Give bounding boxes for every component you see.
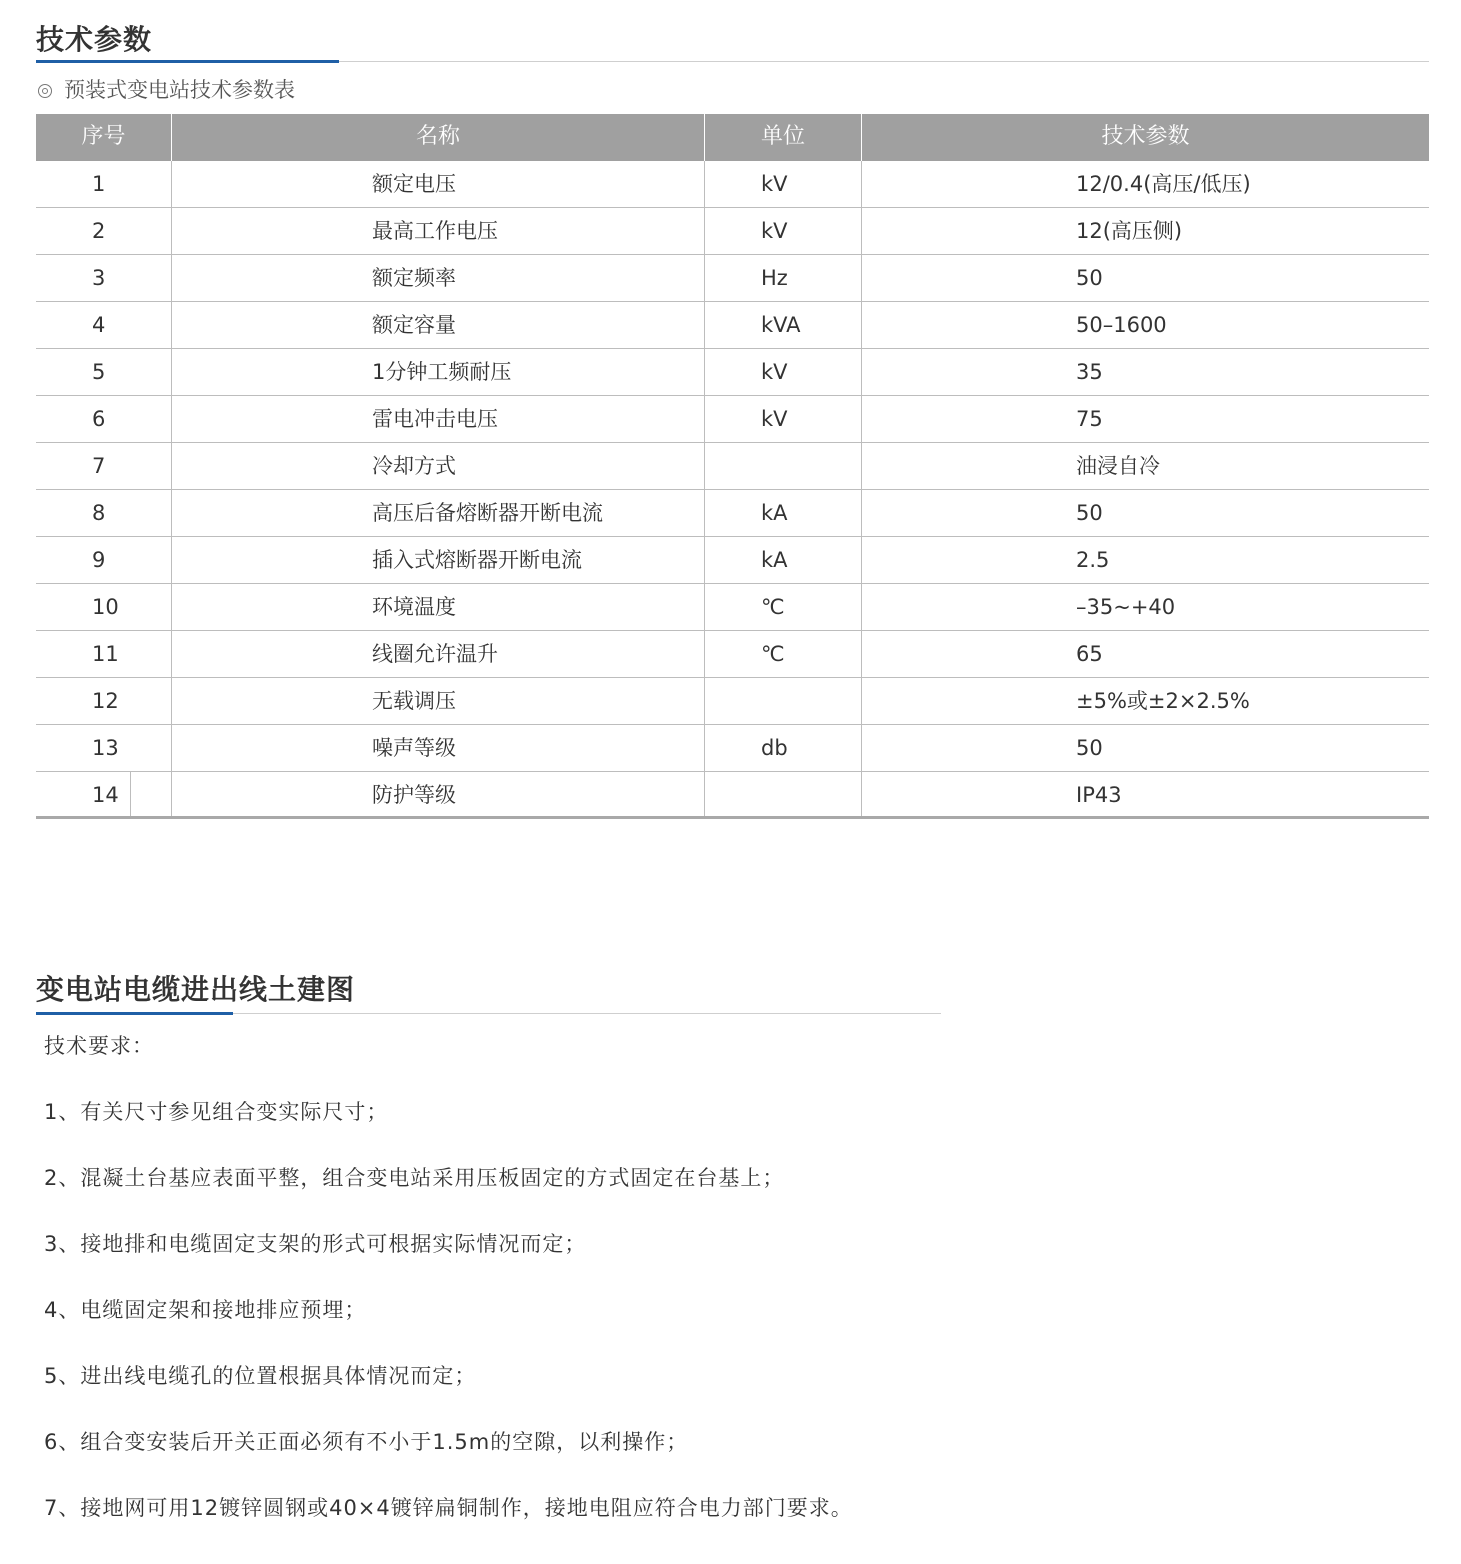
requirement-item: 3、接地排和电缆固定支架的形式可根据实际情况而定；	[44, 1232, 587, 1256]
requirement-item: 6、组合变安装后开关正面必须有不小于1.5m的空隙，以利操作；	[44, 1430, 689, 1454]
table-caption-text: 预装式变电站技术参数表	[64, 78, 295, 102]
cell-unit: kV	[704, 161, 861, 207]
cell-value: IP43	[861, 772, 1429, 816]
cell-no: 1	[92, 172, 106, 196]
cell-unit: ℃	[704, 584, 861, 630]
cell-unit: kV	[704, 349, 861, 395]
cell-unit	[704, 678, 861, 724]
requirement-item: 1、有关尺寸参见组合变实际尺寸；	[44, 1100, 389, 1124]
section-accent-bar	[36, 1012, 233, 1015]
section-title: 技术参数	[36, 23, 153, 56]
cell-unit	[704, 772, 861, 816]
cell-value: 2.5	[861, 537, 1429, 583]
table-row	[36, 443, 1429, 490]
requirement-item: 5、进出线电缆孔的位置根据具体情况而定；	[44, 1364, 477, 1388]
cell-no: 2	[92, 219, 106, 243]
cell-unit: db	[704, 725, 861, 771]
header-unit: 单位	[704, 114, 861, 161]
requirement-item: 2、混凝土台基应表面平整，组合变电站采用压板固定的方式固定在台基上；	[44, 1166, 785, 1190]
cell-unit: kA	[704, 537, 861, 583]
cell-no: 6	[92, 407, 106, 431]
header-value: 技术参数	[861, 114, 1429, 161]
table-row	[36, 678, 1429, 725]
cell-no: 11	[92, 642, 119, 666]
cell-no: 10	[92, 595, 119, 619]
cell-value: 50	[861, 490, 1429, 536]
cell-value: 油浸自冷	[861, 443, 1429, 489]
cell-value: 65	[861, 631, 1429, 677]
table-row	[36, 725, 1429, 772]
cell-name: 雷电冲击电压	[171, 396, 704, 442]
cell-unit: kVA	[704, 302, 861, 348]
tech-params-table	[36, 114, 1429, 819]
cell-no: 14	[92, 783, 119, 807]
cell-value: ±5%或±2×2.5%	[861, 678, 1429, 724]
cell-no: 7	[92, 454, 106, 478]
cell-no: 3	[92, 266, 106, 290]
cell-no: 4	[92, 313, 106, 337]
cell-no: 8	[92, 501, 106, 525]
table-row	[36, 772, 1429, 819]
cell-name: 噪声等级	[171, 725, 704, 771]
cell-name: 高压后备熔断器开断电流	[171, 490, 704, 536]
cell-value: 35	[861, 349, 1429, 395]
cell-name: 额定容量	[171, 302, 704, 348]
cell-no: 12	[92, 689, 119, 713]
cell-unit	[704, 443, 861, 489]
cell-name: 插入式熔断器开断电流	[171, 537, 704, 583]
cell-value: 50–1600	[861, 302, 1429, 348]
cell-name: 冷却方式	[171, 443, 704, 489]
cell-name: 1分钟工频耐压	[171, 349, 704, 395]
cell-name: 无载调压	[171, 678, 704, 724]
cell-unit: Hz	[704, 255, 861, 301]
requirements-label: 技术要求：	[44, 1034, 154, 1058]
table-row	[36, 161, 1429, 208]
table-row	[36, 255, 1429, 302]
table-caption	[38, 74, 295, 106]
cell-no: 9	[92, 548, 106, 572]
section-header-tech-params	[36, 20, 1429, 62]
table-row	[36, 208, 1429, 255]
table-row	[36, 584, 1429, 631]
table-row	[36, 302, 1429, 349]
table-row	[36, 537, 1429, 584]
cell-value: 50	[861, 725, 1429, 771]
table-body	[36, 161, 1429, 819]
double-circle-icon	[38, 84, 52, 98]
cell-unit: kV	[704, 208, 861, 254]
requirement-item: 4、电缆固定架和接地排应预埋；	[44, 1298, 367, 1322]
cell-value: 12(高压侧)	[861, 208, 1429, 254]
cell-name: 防护等级	[171, 772, 704, 816]
table-row	[36, 490, 1429, 537]
table-header-row	[36, 114, 1429, 161]
cell-divider	[130, 772, 131, 816]
section-header-civil-drawing	[36, 968, 941, 1014]
cell-unit: kA	[704, 490, 861, 536]
cell-name: 额定频率	[171, 255, 704, 301]
header-no: 序号	[81, 124, 126, 149]
header-name: 名称	[171, 114, 704, 161]
cell-name: 环境温度	[171, 584, 704, 630]
cell-no: 13	[92, 736, 119, 760]
cell-name: 额定电压	[171, 161, 704, 207]
section-accent-bar	[36, 60, 339, 63]
table-row	[36, 631, 1429, 678]
cell-name: 最高工作电压	[171, 208, 704, 254]
section-title: 变电站电缆进出线土建图	[36, 973, 356, 1006]
cell-value: 75	[861, 396, 1429, 442]
cell-no: 5	[92, 360, 106, 384]
table-row	[36, 349, 1429, 396]
cell-unit: ℃	[704, 631, 861, 677]
requirement-item: 7、接地网可用12镀锌圆钢或40×4镀锌扁铜制作，接地电阻应符合电力部门要求。	[44, 1496, 853, 1520]
cell-value: –35~+40	[861, 584, 1429, 630]
table-row	[36, 396, 1429, 443]
cell-value: 50	[861, 255, 1429, 301]
cell-value: 12/0.4(高压/低压)	[861, 161, 1429, 207]
cell-unit: kV	[704, 396, 861, 442]
cell-name: 线圈允许温升	[171, 631, 704, 677]
